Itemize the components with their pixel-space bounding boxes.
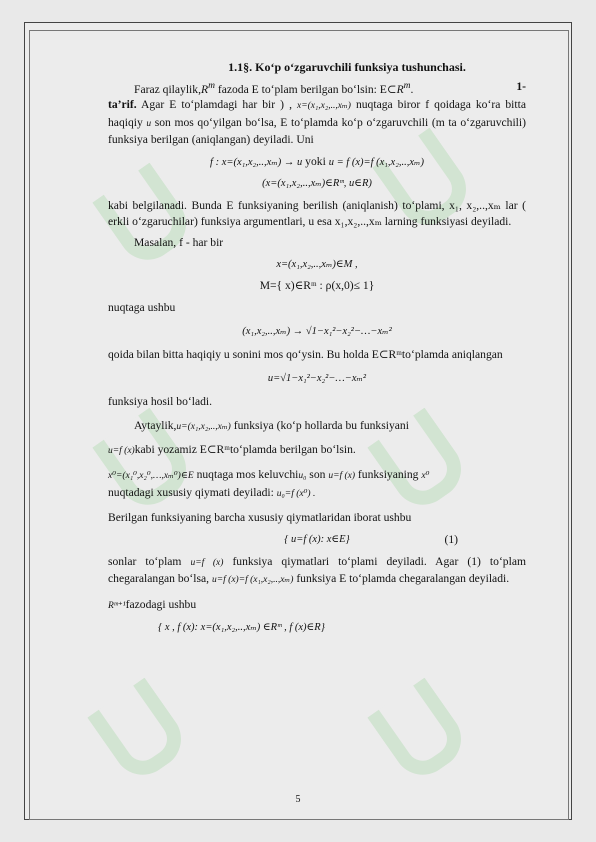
paragraph-space: Rᵐ⁺¹fazodagi ushbu [108,597,197,611]
formula-rule: (x₁,x₂,..,xₘ) → √1−x₁²−x₂²−…−xₘ² [242,325,392,337]
section-title: 1.1§. Ko‘p o‘zgaruvchili funksiya tushunchasi. [228,60,466,74]
paragraph-rule: qoida bilan bitta haqiqiy u sonini mos qo‘ysin. Bu holda E⊂Rᵐto‘plamda aniqlangan [108,348,503,362]
page-number: 5 [295,794,301,805]
paragraph-bounded: sonlar to‘plam u=f (x) funksiya qiymatlari to‘plami deyiladi. Agar (1) to‘plam chegaralangan bo‘lsa, u=f (x)=f (x₁,x₂,..,xₘ) funksiya E to‘plamda chegaralangan deyiladi. [108,554,526,586]
formula-graph-set: { x , f (x): x=(x₁,x₂,..,xₘ) ∈Rᵐ , f (x)∈R} [158,622,325,634]
paragraph-definition: Faraz $qilaylik,R^m$ fazoda E to‘plam berilgan bo‘lsin: $E\subset R^m$. 1- ta’rif. Agar E to‘plamdagi har bir ) , x=(x₁,x₂,..,xₘ) nuqtaga biror f qoidaga ko‘ra bitta haqiqiy u son mos qo‘yilgan bo‘lsa, E to‘plamda ko‘p o‘zgaruvchili (m ta o‘zgaruvchili) funksiya berilgan (aniqlangan) deyiladi. Uni [108,79,526,147]
formula-set-m: M={ x)∈Rᵐ : ρ(x,0)≤ 1} [259,279,375,293]
paragraph-suppose: Aytaylik,u=(x₁,x₂,..,xₘ) funksiya (ko‘p hollarda bu funksiyani [134,418,409,432]
formula-domain: (x=(x₁,x₂,..,xₘ)∈Rᵐ, u∈R) [262,178,372,190]
paragraph-arguments: kabi belgilanadi. Bunda E funksiyaning berilish (aniqlanish) to‘plami, x₁, x₂,..,xₘ lar ( erkli o‘zgaruchilar) funksiya argumentlari, u esa x₁,x₂,..,xₘ larning funksiyasi deyiladi. [108,199,526,228]
formula-sqrt-function: u=√1−x₁²−x₂²−…−xₘ² [267,372,367,384]
formula-mapping: f : x=(x₁,x₂,..,xₘ) → u yoki u = f (x)=f (x₁,x₂,..,xₘ) [210,154,424,168]
definition-label: ta’rif. [108,98,137,112]
formula-point-in-m: x=(x₁,x₂,..,xₘ)∈M , [276,258,358,270]
paragraph-example: Masalan, f - har bir [134,236,224,250]
paragraph-all-values: Berilgan funksiyaning barcha xususiy qiymatlaridan iborat ushbu [108,511,412,525]
paragraph-function-formed: funksiya hosil bo‘ladi. [108,395,213,409]
document-body [108,60,526,642]
formula-value-set: { u=f (x): x∈E} (1) [284,532,458,546]
paragraph-partial-value: x⁰=(x₁⁰,x₂⁰,…,xₘ⁰)∈E nuqtaga mos keluvchiu₀ son u=f (x) funksiyaning x⁰ nuqtadagi xususiy qiymati deyiladi: u₀=f (x⁰) . [108,468,430,499]
paragraph-point: nuqtaga ushbu [108,300,176,314]
paragraph-notation: u=f (x)kabi yozamiz E⊂Rᵐto‘plamda berilgan bo‘lsin. [108,442,356,456]
equation-number: (1) [444,532,458,546]
